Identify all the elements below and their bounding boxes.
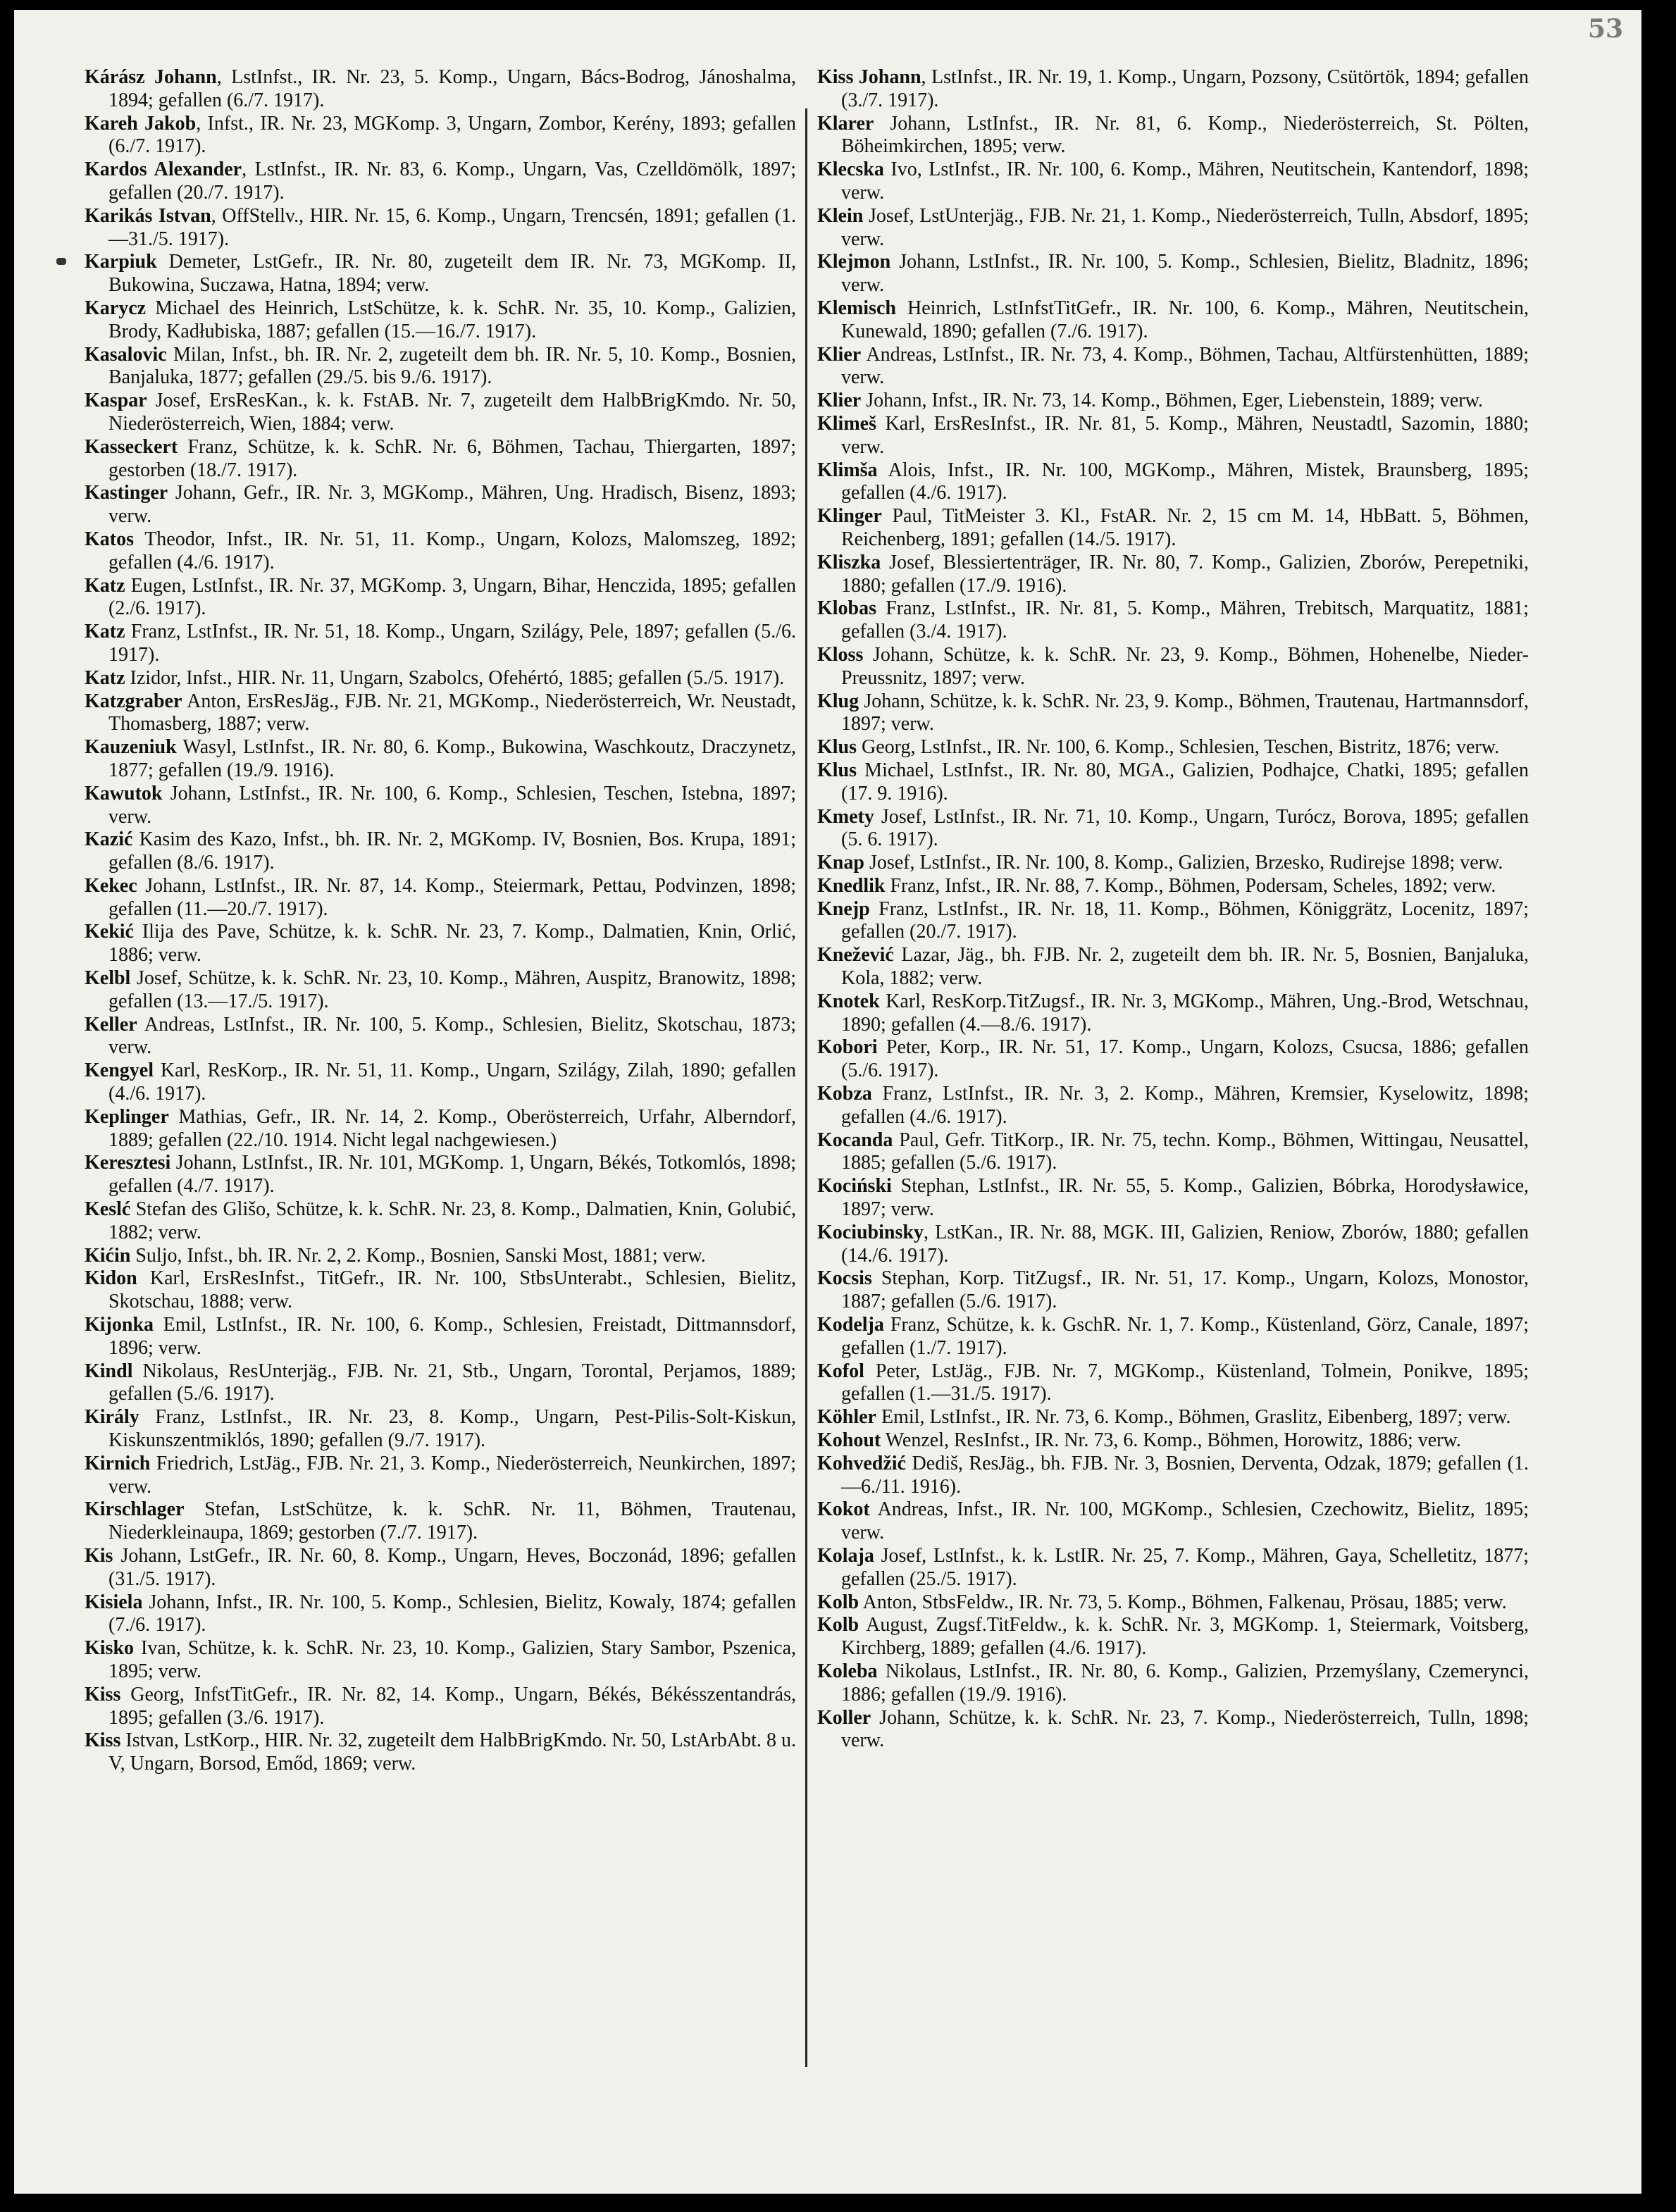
entry-details: Eugen, LstInfst., IR. Nr. 37, MGKomp. 3, Ungarn, Bihar, Henczida, 1895; gefallen (2./6. 1917). <box>108 574 796 620</box>
casualty-entry <box>817 644 1529 690</box>
entry-surname: Kastinger <box>85 482 168 504</box>
entry-details: Dediš, ResJäg., bh. FJB. Nr. 3, Bosnien, Derventa, Odzak, 1879; gefallen (1.—6./11. 1916). <box>841 1452 1529 1498</box>
entry-details: Nikolaus, LstInfst., IR. Nr. 80, 6. Komp., Galizien, Przemyślany, Czemerynci, 1886; gefallen (19./9. 1916). <box>841 1660 1529 1705</box>
casualty-entry <box>85 783 796 829</box>
casualty-entry <box>85 621 796 667</box>
entry-surname: Koller <box>817 1706 871 1729</box>
entry-details: Johann, LstInfst., IR. Nr. 81, 6. Komp., Niederösterreich, St. Pölten, Böheimkirchen, 1895; verw. <box>841 112 1529 158</box>
entry-details: Johann, Schütze, k. k. SchR. Nr. 23, 9. Komp., Böhmen, Hohenelbe, Nieder-Preussnitz, 1897; verw. <box>841 643 1529 689</box>
entry-details: Andreas, LstInfst., IR. Nr. 73, 4. Komp., Böhmen, Tachau, Altfürstenhütten, 1889; verw. <box>841 343 1529 389</box>
entry-details: Franz, LstInfst., IR. Nr. 18, 11. Komp., Böhmen, Königgrätz, Locenitz, 1897; gefallen (20./7. 1917). <box>841 897 1529 943</box>
entry-surname: Klejmon <box>817 251 891 273</box>
entry-details: Karl, ResKorp.TitZugsf., IR. Nr. 3, MGKomp., Mähren, Ung.-Brod, Wetschnau, 1890; gefallen (4.—8./6. 1917). <box>841 990 1529 1036</box>
entry-details: Michael des Heinrich, LstSchütze, k. k. SchR. Nr. 35, 10. Komp., Galizien, Brody, Kadłubiska, 1887; gefallen (15.—16./7. 1917). <box>108 297 796 342</box>
entry-details: Johann, LstGefr., IR. Nr. 60, 8. Komp., Ungarn, Heves, Boczonád, 1896; gefallen (31./5. 1917). <box>108 1545 796 1590</box>
entry-details: Franz, LstInfst., IR. Nr. 51, 18. Komp., Ungarn, Szilágy, Pele, 1897; gefallen (5./6. 1917). <box>108 621 796 666</box>
entry-details: Alois, Infst., IR. Nr. 100, MGKomp., Mähren, Mistek, Braunsberg, 1895; gefallen (4./6. 1917). <box>841 459 1529 504</box>
casualty-entry <box>817 113 1529 159</box>
casualty-entry <box>817 413 1529 459</box>
entry-surname: Knežević <box>817 944 894 967</box>
entry-details: Josef, LstInfst., k. k. LstIR. Nr. 25, 7. Komp., Mähren, Gaya, Schelletitz, 1877; gefallen (25./5. 1917). <box>841 1545 1529 1590</box>
casualty-entry <box>817 1129 1529 1176</box>
casualty-entry <box>85 1152 796 1198</box>
entry-surname: Kociński <box>817 1175 892 1198</box>
entry-details: Josef, LstInfst., IR. Nr. 71, 10. Komp., Ungarn, Turócz, Borova, 1895; gefallen (5. 6. 1917). <box>841 805 1529 851</box>
entry-surname: Klein <box>817 204 864 227</box>
casualty-entry <box>817 898 1529 945</box>
casualty-entry <box>85 66 796 113</box>
entry-details: Heinrich, LstInfstTitGefr., IR. Nr. 100, 6. Komp., Mähren, Neutitschein, Kunewald, 1890; gefallen (7./6. 1917). <box>841 297 1529 342</box>
casualty-entry <box>817 1660 1529 1707</box>
casualty-entry <box>817 1453 1529 1499</box>
entry-details: Wenzel, ResInfst., IR. Nr. 73, 6. Komp., Böhmen, Horowitz, 1886; verw. <box>881 1429 1461 1452</box>
entry-details: Karl, ResKorp., IR. Nr. 51, 11. Komp., Ungarn, Szilágy, Zilah, 1890; gefallen (4./6. 1917). <box>108 1060 796 1105</box>
entry-surname: Klier <box>817 343 862 366</box>
casualty-entry <box>817 736 1529 759</box>
entry-surname: Katos <box>85 528 134 550</box>
entry-details: Georg, LstInfst., IR. Nr. 100, 6. Komp., Schlesien, Teschen, Bistritz, 1876; verw. <box>857 736 1500 759</box>
entry-surname: Kekec <box>85 874 137 897</box>
casualty-entry <box>85 1406 796 1453</box>
entry-details: Emil, LstInfst., IR. Nr. 100, 6. Komp., Schlesien, Freistadt, Dittmannsdorf, 1896; verw. <box>108 1314 796 1359</box>
entry-details: Johann, Schütze, k. k. SchR. Nr. 23, 7. Komp., Niederösterreich, Tulln, 1898; verw. <box>841 1706 1529 1752</box>
entry-surname: Knejp <box>817 897 870 920</box>
entry-surname: Kazić <box>85 828 133 851</box>
entry-surname: Kodelja <box>817 1314 884 1336</box>
entry-details: Franz, Schütze, k. k. GschR. Nr. 1, 7. Komp., Küstenland, Görz, Canale, 1897; gefallen (1./7. 1917). <box>841 1314 1529 1359</box>
casualty-entry <box>85 297 796 344</box>
casualty-entry <box>817 66 1529 113</box>
casualty-entry <box>85 1545 796 1591</box>
entry-details: Johann, LstInfst., IR. Nr. 100, 6. Komp., Schlesien, Teschen, Istebna, 1897; verw. <box>108 782 796 828</box>
entry-surname: Knotek <box>817 990 880 1012</box>
entry-details: Paul, Gefr. TitKorp., IR. Nr. 75, techn. Komp., Böhmen, Wittingau, Neusattel, 1885; gefallen (5./6. 1917). <box>841 1129 1529 1174</box>
casualty-entry <box>817 297 1529 344</box>
left-column <box>85 66 796 1776</box>
casualty-entry <box>817 1707 1529 1753</box>
entry-surname: Klug <box>817 690 859 712</box>
entry-details: Johann, LstInfst., IR. Nr. 101, MGKomp. 1, Ungarn, Békés, Totkomlós, 1898; gefallen (4./7. 1917). <box>108 1152 796 1198</box>
entry-surname: Katz <box>85 666 125 689</box>
entry-details: Josef, Blessiertenträger, IR. Nr. 80, 7. Komp., Galizien, Zborów, Perepetniki, 1880; gefallen (17./9. 1916). <box>841 551 1529 597</box>
entry-details: Andreas, LstInfst., IR. Nr. 100, 5. Komp., Schlesien, Bielitz, Skotschau, 1873; verw. <box>108 1013 796 1059</box>
entry-surname: Kekić <box>85 921 134 943</box>
casualty-entry <box>85 1014 796 1060</box>
casualty-entry <box>85 528 796 575</box>
entry-surname: Katz <box>85 621 125 643</box>
casualty-entry <box>817 1175 1529 1222</box>
entry-surname: Kirnich <box>85 1452 151 1474</box>
entry-details: Wasyl, LstInfst., IR. Nr. 80, 6. Komp., Bukowina, Waschkoutz, Draczynetz, 1877; gefallen (19./9. 1916). <box>108 736 796 781</box>
entry-surname: Kirschlager <box>85 1498 185 1521</box>
entry-surname: Kolb <box>817 1591 859 1613</box>
entry-surname: Kokot <box>817 1498 870 1521</box>
entry-details: Franz, LstInfst., IR. Nr. 81, 5. Komp., Mähren, Trebitsch, Marquatitz, 1881; gefallen (3./4. 1917). <box>841 597 1529 643</box>
casualty-entry <box>85 875 796 921</box>
entry-surname: Klier <box>817 390 862 412</box>
casualty-entry <box>817 1222 1529 1268</box>
entry-surname: Kocsis <box>817 1267 872 1290</box>
casualty-entry <box>817 1614 1529 1660</box>
casualty-entry <box>817 1429 1529 1453</box>
entry-surname: Klemisch <box>817 297 896 319</box>
casualty-entry <box>817 1314 1529 1360</box>
entry-details: Johann, Schütze, k. k. SchR. Nr. 23, 9. Komp., Böhmen, Trautenau, Hartmannsdorf, 1897; verw. <box>841 690 1529 735</box>
document-page <box>14 10 1641 2194</box>
casualty-entry <box>85 1591 796 1638</box>
entry-surname: Klarer <box>817 112 874 135</box>
casualty-entry <box>85 967 796 1014</box>
casualty-entry <box>817 1545 1529 1591</box>
entry-surname: Katzgraber <box>85 690 182 712</box>
entry-details: Stephan, Korp. TitZugsf., IR. Nr. 51, 17. Komp., Ungarn, Kolozs, Monostor, 1887; gefallen (5./6. 1917). <box>841 1267 1529 1313</box>
entry-surname: Kisko <box>85 1637 135 1660</box>
entry-details: Ivan, Schütze, k. k. SchR. Nr. 23, 10. Komp., Galizien, Stary Sambor, Pszenica, 1895; verw. <box>108 1637 796 1682</box>
entry-details: Johann, LstInfst., IR. Nr. 87, 14. Komp., Steiermark, Pettau, Podvinzen, 1898; gefallen (11.—20./7. 1917). <box>108 874 796 920</box>
entry-details: Lazar, Jäg., bh. FJB. Nr. 2, zugeteilt dem bh. IR. Nr. 5, Bosnien, Banjaluka, Kola, 1882; verw. <box>841 944 1529 990</box>
margin-mark <box>56 258 66 265</box>
entry-surname: Kocanda <box>817 1129 893 1151</box>
entry-details: Franz, LstInfst., IR. Nr. 23, 8. Komp., Ungarn, Pest-Pilis-Solt-Kiskun, Kiskunszentmiklós, 1890; gefallen (9./7. 1917). <box>108 1406 796 1452</box>
entry-details: August, Zugsf.TitFeldw., k. k. SchR. Nr. 3, MGKomp. 1, Steiermark, Voitsberg, Kirchberg, 1889; gefallen (4./6. 1917). <box>841 1614 1529 1660</box>
casualty-entry <box>85 575 796 621</box>
entry-details: Stefan des Glišo, Schütze, k. k. SchR. Nr. 23, 8. Komp., Dalmatien, Knin, Golubić, 1882; verw. <box>108 1198 796 1243</box>
entry-surname: Kidon <box>85 1267 137 1290</box>
entry-details: Franz, LstInfst., IR. Nr. 3, 2. Komp., Mähren, Kremsier, Kyselowitz, 1898; gefallen (4./6. 1917). <box>841 1083 1529 1128</box>
entry-details: Karl, ErsResInfst., TitGefr., IR. Nr. 100, StbsUnterabt., Schlesien, Bielitz, Skotschau, 1888; verw. <box>108 1267 796 1313</box>
entry-surname: Kliszka <box>817 551 881 573</box>
casualty-entry <box>817 552 1529 598</box>
casualty-entry <box>817 1083 1529 1129</box>
casualty-entry <box>817 205 1529 251</box>
casualty-entry <box>85 1637 796 1684</box>
casualty-entry <box>817 251 1529 297</box>
entry-details: Emil, LstInfst., IR. Nr. 73, 6. Komp., Böhmen, Graslitz, Eibenberg, 1897; verw. <box>876 1406 1511 1429</box>
entry-details: Johann, Infst., IR. Nr. 73, 14. Komp., Böhmen, Eger, Liebenstein, 1889; verw. <box>861 390 1484 412</box>
casualty-entry <box>817 390 1529 413</box>
casualty-entry <box>85 1198 796 1245</box>
entry-surname: Keslć <box>85 1198 131 1221</box>
entry-surname: Kiss Johann <box>817 66 921 88</box>
casualty-entry <box>817 1267 1529 1314</box>
casualty-entry <box>817 459 1529 506</box>
entry-details: Anton, ErsResJäg., FJB. Nr. 21, MGKomp., Niederösterreich, Wr. Neustadt, Thomasberg, 1887; verw. <box>108 690 796 735</box>
casualty-entry <box>85 1360 796 1407</box>
casualty-entry <box>85 482 796 528</box>
entry-details: Nikolaus, ResUnterjäg., FJB. Nr. 21, Stb., Ungarn, Torontal, Perjamos, 1889; gefallen (5./6. 1917). <box>108 1360 796 1405</box>
entry-details: Mathias, Gefr., IR. Nr. 14, 2. Komp., Oberösterreich, Urfahr, Alberndorf, 1889; gefallen (22./10. 1914. Nicht legal nachgewiesen.) <box>108 1105 796 1151</box>
entry-surname: Kloss <box>817 643 864 666</box>
casualty-entry <box>817 875 1529 898</box>
entry-details: Franz, Infst., IR. Nr. 88, 7. Komp., Böhmen, Podersam, Scheles, 1892; verw. <box>885 874 1496 897</box>
entry-surname: Klus <box>817 759 857 781</box>
casualty-entry <box>817 1406 1529 1429</box>
casualty-entry <box>85 390 796 436</box>
entry-surname: Keller <box>85 1013 137 1036</box>
entry-surname: Kićin <box>85 1244 131 1267</box>
casualty-entry <box>85 1684 796 1730</box>
casualty-entry <box>85 1106 796 1152</box>
entry-details: , OffStellv., HIR. Nr. 15, 6. Komp., Ungarn, Trencsén, 1891; gefallen (1.—31./5. 1917). <box>108 204 796 250</box>
entry-surname: Kobori <box>817 1036 878 1059</box>
entry-details: Paul, TitMeister 3. Kl., FstAR. Nr. 2, 15 cm M. 14, HbBatt. 5, Böhmen, Reichenberg, 1891; gefallen (14./5. 1917). <box>841 505 1529 550</box>
entry-details: Karl, ErsResInfst., IR. Nr. 81, 5. Komp., Mähren, Neustadtl, Sazomin, 1880; verw. <box>841 412 1529 458</box>
entry-details: Josef, ErsResKan., k. k. FstAB. Nr. 7, zugeteilt dem HalbBrigKmdo. Nr. 50, Niederösterreich, Wien, 1884; verw. <box>108 390 796 435</box>
entry-details: Josef, LstUnterjäg., FJB. Nr. 21, 1. Komp., Niederösterreich, Tulln, Absdorf, 1895; verw. <box>841 204 1529 250</box>
entry-surname: Kiss <box>85 1683 121 1705</box>
right-column <box>817 66 1529 1753</box>
entry-surname: Karikás Istvan <box>85 204 211 227</box>
casualty-entry <box>817 1360 1529 1407</box>
entry-details: Josef, Schütze, k. k. SchR. Nr. 23, 10. Komp., Mähren, Auspitz, Branowitz, 1898; gefallen (13.—17./5. 1917). <box>108 967 796 1012</box>
entry-details: Istvan, LstKorp., HIR. Nr. 32, zugeteilt dem HalbBrigKmdo. Nr. 50, LstArbAbt. 8 u. V, Ungarn, Borsod, Emőd, 1869; verw. <box>108 1729 796 1775</box>
casualty-entry <box>85 1314 796 1360</box>
entry-details: Friedrich, LstJäg., FJB. Nr. 21, 3. Komp., Niederösterreich, Neunkirchen, 1897; verw. <box>108 1452 796 1498</box>
casualty-entry <box>85 436 796 483</box>
page-number: 53 <box>1587 14 1623 44</box>
entry-surname: Kengyel <box>85 1060 154 1082</box>
column-divider <box>805 108 807 2067</box>
entry-details: Milan, Infst., bh. IR. Nr. 2, zugeteilt dem bh. IR. Nr. 5, 10. Komp., Bosnien, Banjaluka, 1877; gefallen (29./5. bis 9./6. 1917). <box>108 343 796 389</box>
entry-surname: Karycz <box>85 297 147 319</box>
casualty-entry <box>817 505 1529 552</box>
casualty-entry <box>85 159 796 205</box>
entry-surname: Klimša <box>817 459 878 481</box>
entry-surname: Kociubinsky <box>817 1221 924 1243</box>
entry-surname: Kelbl <box>85 967 131 990</box>
casualty-entry <box>817 344 1529 390</box>
casualty-entry <box>817 852 1529 875</box>
casualty-entry <box>85 1453 796 1499</box>
casualty-entry <box>85 736 796 783</box>
entry-details: Michael, LstInfst., IR. Nr. 80, MGA., Galizien, Podhajce, Chatki, 1895; gefallen (17. 9. 1916). <box>841 759 1529 804</box>
entry-surname: Kawutok <box>85 782 163 804</box>
entry-surname: Kolaja <box>817 1545 874 1567</box>
entry-details: Georg, InfstTitGefr., IR. Nr. 82, 14. Komp., Ungarn, Békés, Békésszentandrás, 1895; gefallen (3./6. 1917). <box>108 1683 796 1729</box>
casualty-entry <box>817 1036 1529 1083</box>
entry-surname: Klobas <box>817 597 877 620</box>
entry-details: Theodor, Infst., IR. Nr. 51, 11. Komp., Ungarn, Kolozs, Malomszeg, 1892; gefallen (4./6. 1917). <box>108 528 796 573</box>
entry-details: Kasim des Kazo, Infst., bh. IR. Nr. 2, MGKomp. IV, Bosnien, Bos. Krupa, 1891; gefallen (8./6. 1917). <box>108 828 796 874</box>
casualty-entry <box>85 113 796 159</box>
entry-details: , LstInfst., IR. Nr. 23, 5. Komp., Ungarn, Bács-Bodrog, Jánoshalma, 1894; gefallen (6./7. 1917). <box>108 66 797 111</box>
casualty-entry <box>85 1267 796 1314</box>
casualty-entry <box>817 1591 1529 1615</box>
entry-surname: Karpiuk <box>85 251 157 273</box>
entry-details: Stefan, LstSchütze, k. k. SchR. Nr. 11, Böhmen, Trautenau, Niederkleinaupa, 1869; gestorben (7./7. 1917). <box>108 1498 796 1544</box>
entry-details: Suljo, Infst., bh. IR. Nr. 2, 2. Komp., Bosnien, Sanski Most, 1881; verw. <box>130 1244 706 1267</box>
entry-surname: Kareh Jakob <box>85 112 197 135</box>
entry-details: , LstKan., IR. Nr. 88, MGK. III, Galizien, Reniow, Zborów, 1880; gefallen (14./6. 1917). <box>841 1221 1529 1267</box>
entry-surname: Kijonka <box>85 1314 154 1336</box>
casualty-entry <box>817 597 1529 644</box>
entry-details: Johann, Infst., IR. Nr. 100, 5. Komp., Schlesien, Bielitz, Kowaly, 1874; gefallen (7./6. 1917). <box>108 1591 796 1636</box>
entry-surname: Kaspar <box>85 390 147 412</box>
entry-surname: Kmety <box>817 805 874 828</box>
entry-details: Izidor, Infst., HIR. Nr. 11, Ungarn, Szabolcs, Ofehértó, 1885; gefallen (5./5. 1917). <box>125 666 785 689</box>
entry-surname: Koleba <box>817 1660 878 1682</box>
casualty-entry <box>85 828 796 875</box>
entry-surname: Kohvedžić <box>817 1452 906 1474</box>
entry-surname: Knap <box>817 852 864 874</box>
entry-surname: Király <box>85 1406 139 1429</box>
entry-details: Demeter, LstGefr., IR. Nr. 80, zugeteilt dem IR. Nr. 73, MGKomp. II, Bukowina, Suczawa, Hatna, 1894; verw. <box>108 251 796 297</box>
entry-surname: Knedlik <box>817 874 886 897</box>
casualty-entry <box>85 1729 796 1776</box>
entry-surname: Kis <box>85 1545 113 1567</box>
casualty-entry <box>85 1245 796 1268</box>
entry-surname: Klinger <box>817 505 882 528</box>
entry-details: Stephan, LstInfst., IR. Nr. 55, 5. Komp., Galizien, Bóbrka, Horodysławice, 1897; verw. <box>841 1175 1529 1221</box>
entry-surname: Kasalovic <box>85 343 167 366</box>
entry-details: , LstInfst., IR. Nr. 83, 6. Komp., Ungarn, Vas, Czelldömölk, 1897; gefallen (20./7. 1917). <box>108 159 796 204</box>
entry-details: Andreas, Infst., IR. Nr. 100, MGKomp., Schlesien, Czechowitz, Bielitz, 1895; verw. <box>841 1498 1529 1544</box>
entry-surname: Keresztesi <box>85 1152 171 1174</box>
entry-surname: Köhler <box>817 1406 876 1429</box>
casualty-entry <box>85 251 796 297</box>
entry-details: Ilija des Pave, Schütze, k. k. SchR. Nr. 23, 7. Komp., Dalmatien, Knin, Orlić, 1886; verw. <box>108 921 796 967</box>
entry-surname: Kárász Johann <box>85 66 217 88</box>
casualty-entry <box>85 1060 796 1106</box>
entry-surname: Kardos Alexander <box>85 159 242 181</box>
entry-surname: Kisiela <box>85 1591 143 1613</box>
entry-details: Ivo, LstInfst., IR. Nr. 100, 6. Komp., Mähren, Neutitschein, Kantendorf, 1898; verw. <box>841 159 1529 204</box>
casualty-entry <box>817 759 1529 806</box>
casualty-entry <box>85 921 796 967</box>
entry-surname: Katz <box>85 574 125 597</box>
entry-details: Anton, StbsFeldw., IR. Nr. 73, 5. Komp., Böhmen, Falkenau, Prösau, 1885; verw. <box>859 1591 1507 1613</box>
entry-details: Franz, Schütze, k. k. SchR. Nr. 6, Böhmen, Tachau, Thiergarten, 1897; gestorben (18./7. 1917). <box>108 435 796 481</box>
entry-surname: Klimeš <box>817 412 876 435</box>
casualty-entry <box>85 1498 796 1545</box>
casualty-entry <box>817 806 1529 852</box>
casualty-entry <box>817 990 1529 1037</box>
entry-surname: Kohout <box>817 1429 881 1452</box>
entry-details: Peter, Korp., IR. Nr. 51, 17. Komp., Ungarn, Kolozs, Csucsa, 1886; gefallen (5./6. 1917). <box>841 1036 1529 1082</box>
casualty-entry <box>85 667 796 690</box>
entry-surname: Kauzeniuk <box>85 736 177 759</box>
entry-surname: Kiss <box>85 1729 121 1752</box>
entry-surname: Kolb <box>817 1614 859 1636</box>
entry-surname: Keplinger <box>85 1105 169 1128</box>
casualty-entry <box>817 1498 1529 1545</box>
entry-details: Johann, LstInfst., IR. Nr. 100, 5. Komp., Schlesien, Bielitz, Bladnitz, 1896; verw. <box>841 251 1529 297</box>
entry-surname: Kasseckert <box>85 435 178 458</box>
entry-details: , LstInfst., IR. Nr. 19, 1. Komp., Ungarn, Pozsony, Csütörtök, 1894; gefallen (3./7. 1917). <box>841 66 1529 111</box>
entry-surname: Klus <box>817 736 857 759</box>
entry-surname: Kofol <box>817 1360 864 1382</box>
casualty-entry <box>817 159 1529 205</box>
entry-details: Peter, LstJäg., FJB. Nr. 7, MGKomp., Küstenland, Tolmein, Ponikve, 1895; gefallen (1.—31./5. 1917). <box>841 1360 1529 1405</box>
casualty-entry <box>85 690 796 737</box>
casualty-entry <box>85 344 796 390</box>
casualty-entry <box>817 690 1529 737</box>
casualty-entry <box>817 944 1529 990</box>
entry-details: , Infst., IR. Nr. 23, MGKomp. 3, Ungarn, Zombor, Kerény, 1893; gefallen (6./7. 1917). <box>108 112 796 158</box>
entry-details: Josef, LstInfst., IR. Nr. 100, 8. Komp., Galizien, Brzesko, Rudirejse 1898; verw. <box>864 852 1503 874</box>
casualty-entry <box>85 205 796 251</box>
entry-surname: Klecska <box>817 159 884 181</box>
entry-surname: Kobza <box>817 1083 872 1105</box>
entry-surname: Kindl <box>85 1360 133 1382</box>
entry-details: Johann, Gefr., IR. Nr. 3, MGKomp., Mähren, Ung. Hradisch, Bisenz, 1893; verw. <box>108 482 796 528</box>
